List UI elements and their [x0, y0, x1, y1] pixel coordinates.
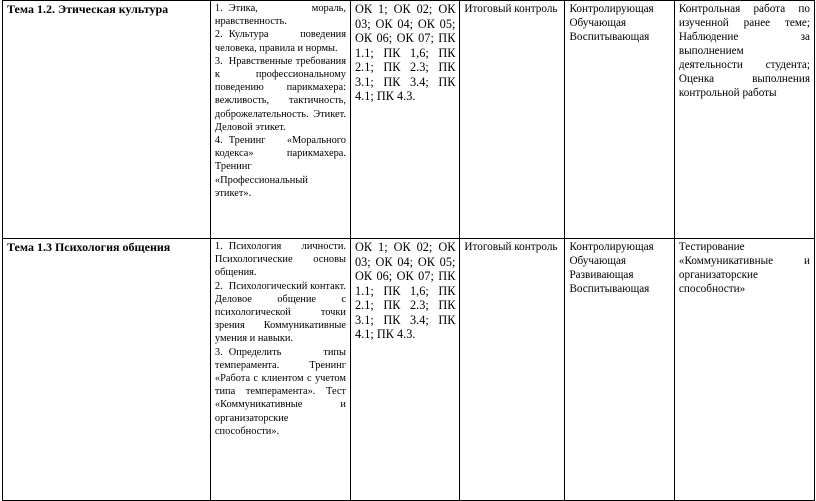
- function-item: Обучающая: [569, 17, 627, 29]
- control-type-cell: Итоговый контроль: [460, 1, 565, 239]
- assessment-cell: Тестирование «Коммуникативные и организаторские способности»: [674, 239, 814, 501]
- content-item: 2. Культура поведения человека, правила и нормы.: [214, 29, 346, 54]
- topic-cell: Тема 1.3 Психология общения: [3, 239, 211, 501]
- content-item: 1. Этика, мораль, нравственность.: [214, 3, 346, 28]
- competencies-cell: ОК 1; ОК 02; ОК 03; ОК 04; ОК 05; ОК 06; ОК 07; ПК 1.1; ПК 1,6; ПК 2.1; ПК 2.3; ПК 3.1; ПК 3.4; ПК 4.1; ПК 4.3.: [350, 1, 459, 239]
- assessment-cell: Контрольная работа по изученной ранее теме; Наблюдение за выполнением деятельности студента; Оценка выполнения контрольной работы: [674, 1, 814, 239]
- function-item: Контролирующая: [569, 241, 654, 253]
- content-item: 2. Психологический контакт. Деловое общение с психологической точки зрения Коммуникативные умения и навыки.: [214, 280, 346, 345]
- function-item: Развивающая: [569, 269, 634, 281]
- content-item: 1. Психология личности. Психологические основы общения.: [214, 241, 346, 279]
- competencies-cell: ОК 1; ОК 02; ОК 03; ОК 04; ОК 05; ОК 06; ОК 07; ПК 1.1; ПК 1,6; ПК 2.1; ПК 2.3; ПК 3.1; ПК 3.4; ПК 4.1; ПК 4.3.: [350, 239, 459, 501]
- content-item: 3. Определить типы темперамента. Тренинг «Работа с клиентом с учетом типа темперамента». Тест «Коммуникативные и организаторские способности».: [214, 346, 346, 437]
- function-item: Воспитывающая: [569, 283, 650, 295]
- content-cell: [210, 1, 350, 239]
- functions-cell: [565, 239, 674, 501]
- control-type-cell: Итоговый контроль: [460, 239, 565, 501]
- table-row: [3, 1, 815, 239]
- function-item: Контролирующая: [569, 3, 654, 15]
- function-item: Воспитывающая: [569, 31, 650, 43]
- curriculum-table: [2, 0, 815, 501]
- functions-cell: [565, 1, 674, 239]
- content-cell: [210, 239, 350, 501]
- content-item: 3. Нравственные требования к профессиональному поведению парикмахера: вежливость, тактичность, доброжелательность. Этикет. Деловой этикет.: [214, 55, 346, 133]
- table-row: [3, 239, 815, 501]
- function-item: Обучающая: [569, 255, 627, 267]
- content-item: 4. Тренинг «Морального кодекса» парикмахера. Тренинг «Профессиональный этикет».: [214, 135, 346, 199]
- topic-cell: Тема 1.2. Этическая культура: [3, 1, 211, 239]
